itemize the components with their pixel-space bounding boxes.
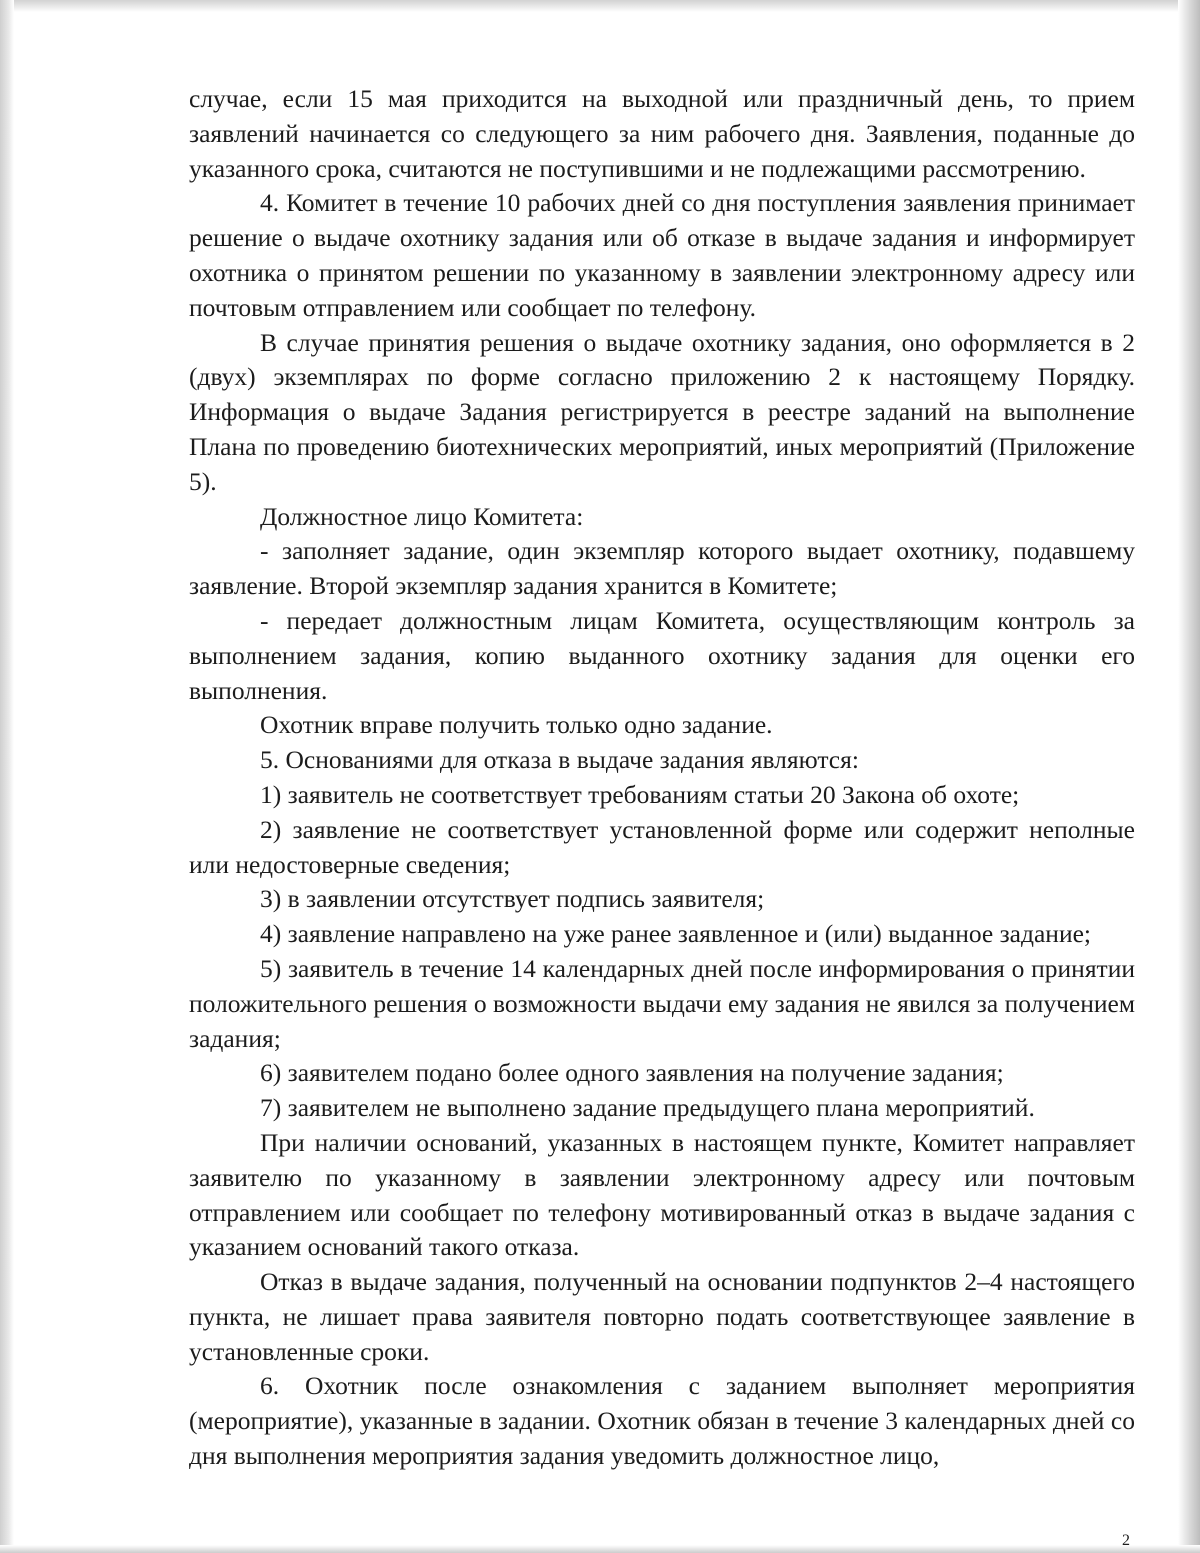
paragraph-decision-form: В случае принятия решения о выдаче охотнику задания, оно оформляется в 2 (двух) экземплярах по форме согласно приложению 2 к настоящему Порядку. Информация о выдаче Задания регистрируется в реестре заданий на выполнение Плана по проведению биотехнических мероприятий, иных мероприятий (Приложение 5). bbox=[189, 327, 1135, 496]
list-item-3: 3) в заявлении отсутствует подпись заявителя; bbox=[260, 884, 765, 914]
paragraph-official-heading: Должностное лицо Комитета: bbox=[260, 501, 584, 531]
scan-edge-bottom bbox=[0, 1545, 1200, 1553]
paragraph-dash-transfers: - передает должностным лицам Комитета, осуществляющим контроль за выполнением задания, копию выданного охотнику задания для оценки его выполнения. bbox=[189, 605, 1135, 705]
document-body bbox=[189, 82, 1135, 1474]
scan-edge-left bbox=[0, 0, 14, 1553]
paragraph-item-4: 4. Комитет в течение 10 рабочих дней со дня поступления заявления принимает решение о выдаче охотнику задания или об отказе в выдаче задания и информирует охотника о принятом решении по указанному в заявлении электронному адресу или почтовым отправлением или сообщает по телефону. bbox=[189, 188, 1135, 322]
scan-edge-top bbox=[0, 0, 1200, 12]
paragraph-refusal-notice: При наличии оснований, указанных в настоящем пункте, Комитет направляет заявителю по указанному в заявлении электронному адресу или почтовым отправлением или сообщает по телефону мотивированный отказ в выдаче задания с указанием оснований такого отказа. bbox=[189, 1127, 1135, 1262]
paragraph-item-6: 6. Охотник после ознакомления с заданием выполняет мероприятия (мероприятие), указанные в задании. Охотник обязан в течение 3 календарных дней со дня выполнения мероприятия задания уведомить должностное лицо, bbox=[189, 1371, 1135, 1471]
scan-edge-right bbox=[1178, 0, 1200, 1553]
paragraph-dash-fills: - заполняет задание, один экземпляр которого выдает охотнику, подавшему заявление. Второй экземпляр задания хранится в Комитете; bbox=[189, 536, 1135, 601]
list-item-6: 6) заявителем подано более одного заявления на получение задания; bbox=[260, 1058, 1004, 1088]
paragraph-item-5: 5. Основаниями для отказа в выдаче задания являются: bbox=[260, 745, 859, 775]
list-item-4: 4) заявление направлено на уже ранее заявленное и (или) выданное задание; bbox=[260, 919, 1091, 949]
list-item-7: 7) заявителем не выполнено задание предыдущего плана мероприятий. bbox=[260, 1093, 1035, 1123]
paragraph-continuation: случае, если 15 мая приходится на выходной или праздничный день, то прием заявлений начинается со следующего за ним рабочего дня. Заявления, поданные до указанного срока, считаются не поступившими и не подлежащими рассмотрению. bbox=[189, 84, 1135, 183]
paragraph-one-task: Охотник вправе получить только одно задание. bbox=[260, 710, 773, 740]
list-item-2: 2) заявление не соответствует установленной форме или содержит неполные или недостоверные сведения; bbox=[189, 814, 1135, 879]
list-item-1: 1) заявитель не соответствует требованиям статьи 20 Закона об охоте; bbox=[260, 779, 1020, 809]
paragraph-refusal-rights: Отказ в выдаче задания, полученный на основании подпунктов 2–4 настоящего пункта, не лишает права заявителя повторно подать соответствующее заявление в установленные сроки. bbox=[189, 1267, 1135, 1366]
list-item-5: 5) заявитель в течение 14 календарных дней после информирования о принятии положительного решения о возможности выдачи ему задания не явился за получением задания; bbox=[189, 953, 1135, 1053]
page-number: 2 bbox=[1122, 1532, 1130, 1549]
